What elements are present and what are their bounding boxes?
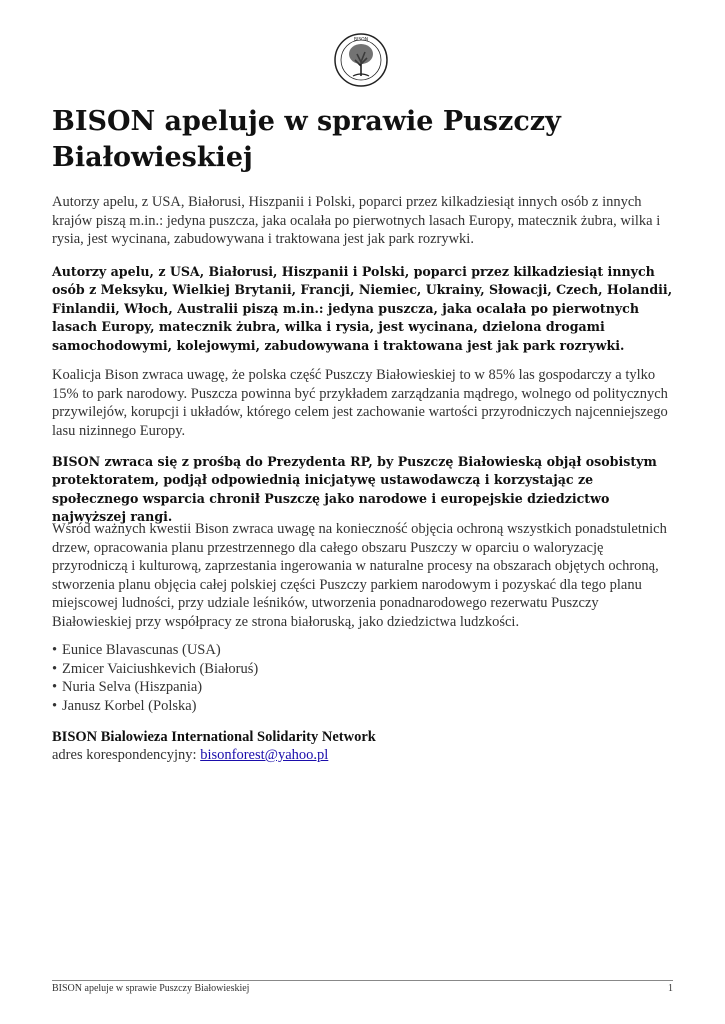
coalition-paragraph: Koalicja Bison zwraca uwagę, że polska część Puszczy Białowieskiej to w 85% las gospodarczy a tylko 15% to park narodowy. Puszcza powinna być przykładem zarządzania mądrego, wolnego od politycznych przywilejów, korupcji i układów, którego celem jest zachowanie wartości przyrodniczych najcenniejszego lasu nizinnego Europy.	[52, 367, 668, 439]
footer-divider	[52, 980, 673, 981]
lead-paragraph: Autorzy apelu, z USA, Białorusi, Hiszpanii i Polski, poparci przez kilkadziesiąt innych osób z Meksyku, Wielkiej Brytanii, Francji, Niemiec, Ukrainy, Słowacji, Czech, Holandii, Finlandii, Włoch, Australii piszą m.in.: jedyna puszcza, jaka ocalała po pierwotnych lasach Europy, matecznik żubra, wilka i rysia, jest wycinana, dzielona drogami samochodowymi, kolejowymi, zabudowywana i traktowana jest jak park rozrywki.	[52, 264, 673, 353]
footer-title: BISON apeluje w sprawie Puszczy Białowieskiej	[52, 983, 250, 994]
seal-text: BISON	[353, 37, 369, 43]
authors-list	[52, 641, 452, 715]
list-item: • Eunice Blavascunas (USA)	[52, 641, 452, 660]
intro-paragraph: Autorzy apelu, z USA, Białorusi, Hiszpanii i Polski, poparci przez kilkadziesiąt innych osób z innych krajów piszą m.in.: jedyna puszcza, jaka ocalała po pierwotnych lasach Europy, matecznik żubra, wilka i rysia, jest wycinana, zabudowywana i traktowana jest jak park rozrywki.	[52, 194, 661, 247]
issues-paragraph: Wśród ważnych kwestii Bison zwraca uwagę na konieczność objęcia ochroną wszystkich ponadstuletnich drzew, opracowania planu przestrzennego dla całego obszaru Puszczy w oparciu o waloryzację przyrodniczą i kulturową, zaprzestania ingerowania w naturalne procesy na obszarach objętych ochroną, stworzenia planu objęcia całej polskiej części Puszczy parkiem narodowym i pozyskać dla tego planu miejscowej ludności, przy udziale leśników, utworzenia ponadnarodowego rezerwatu Puszczy Białowieskiej przy współpracy ze strona białoruską, jako dziedzictwa ludzkości.	[52, 521, 667, 630]
page-title: BISON apeluje w sprawie Puszczy Białowieskiej	[52, 106, 561, 173]
contact-label: adres korespondencyjny:	[52, 747, 197, 763]
list-item: • Nuria Selva (Hiszpania)	[52, 678, 452, 697]
appeal-paragraph: BISON zwraca się z prośbą do Prezydenta RP, by Puszczę Białowieską objął osobistym protektoratem, podjął odpowiednią inicjatywę ustawodawczą i korzystając ze społecznego wsparcia chronił Puszczę jako narodowe i europejskie dziedzictwo najwyższej rangi.	[52, 454, 657, 525]
list-item: • Zmicer Vaiciushkevich (Białoruś)	[52, 660, 452, 679]
organization-name: BISON Bialowieza International Solidarity Network	[52, 729, 376, 745]
email-link[interactable]: bisonforest@yahoo.pl	[200, 747, 329, 763]
tree-seal-icon	[333, 32, 389, 88]
list-item: • Janusz Korbel (Polska)	[52, 697, 452, 716]
page-number: 1	[668, 983, 673, 994]
contact-line	[52, 747, 328, 764]
